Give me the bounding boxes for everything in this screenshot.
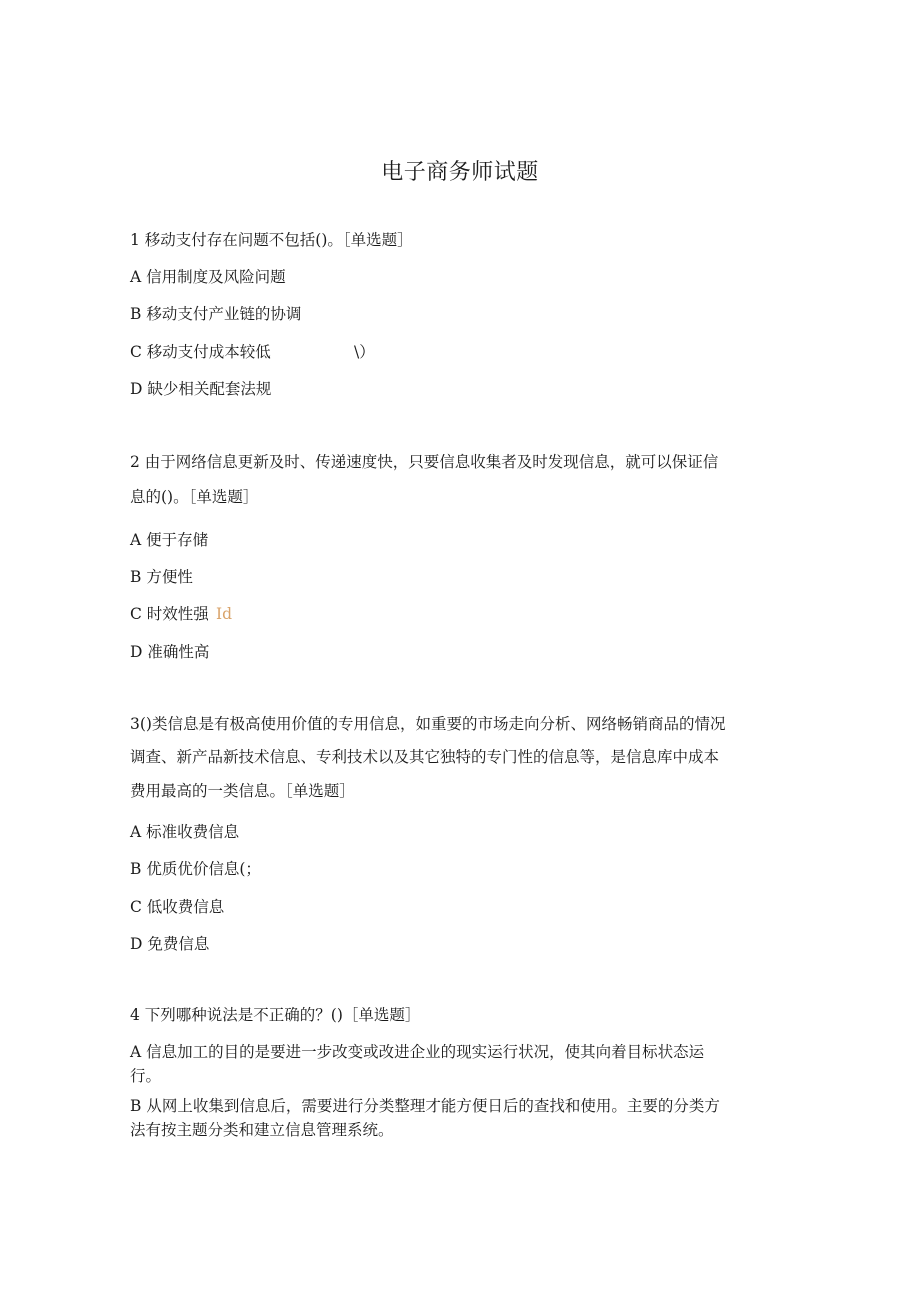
- question-2-option-a: A 便于存储: [130, 531, 209, 549]
- question-4-prompt: 4 下列哪种说法是不正确的？()［单选题］: [130, 1006, 421, 1024]
- question-4-option-a-line-2: 行。: [130, 1067, 162, 1085]
- question-1-stray-mark: \）: [354, 343, 375, 361]
- question-3-prompt-line-1: 3()类信息是有极高使用价值的专用信息，如重要的市场走向分析、网络畅销商品的情况: [130, 715, 726, 733]
- question-4-option-b-line-1: B 从网上收集到信息后，需要进行分类整理才能方便日后的查找和使用。主要的分类方: [130, 1097, 720, 1115]
- question-1-option-b: B 移动支付产业链的协调: [130, 305, 302, 323]
- question-2-option-b: B 方便性: [130, 568, 193, 586]
- question-3-option-b: B 优质优价信息(；: [130, 860, 261, 878]
- question-3-option-a: A 标准收费信息: [130, 823, 240, 841]
- question-1-option-c: C 移动支付成本较低: [130, 343, 271, 361]
- question-2-prompt-line-1: 2 由于网络信息更新及时、传递速度快，只要信息收集者及时发现信息，就可以保证信: [130, 453, 719, 471]
- question-1-option-d: D 缺少相关配套法规: [130, 380, 272, 398]
- question-3-option-d: D 免费信息: [130, 935, 210, 953]
- question-2-prompt-line-2: 息的()。［单选题］: [130, 488, 259, 506]
- question-3-prompt-line-2: 调查、新产品新技术信息、专利技术以及其它独特的专门性的信息等，是信息库中成本: [130, 748, 720, 766]
- question-2-stray-mark: Id: [216, 605, 233, 623]
- question-3-option-c: C 低收费信息: [130, 898, 225, 916]
- question-2-option-c: C 时效性强: [130, 605, 209, 623]
- question-4-option-b-line-2: 法有按主题分类和建立信息管理系统。: [130, 1121, 394, 1139]
- question-4-option-a-line-1: A 信息加工的目的是要进一步改变或改进企业的现实运行状况，使其向着目标状态运: [130, 1043, 705, 1061]
- question-2-option-d: D 准确性高: [130, 643, 210, 661]
- question-1-option-a: A 信用制度及风险问题: [130, 268, 286, 286]
- question-1-prompt: 1 移动支付存在问题不包括()。［单选题］: [130, 231, 413, 249]
- question-3-prompt-line-3: 费用最高的一类信息。［单选题］: [130, 782, 355, 800]
- page-title: 电子商务师试题: [381, 160, 539, 185]
